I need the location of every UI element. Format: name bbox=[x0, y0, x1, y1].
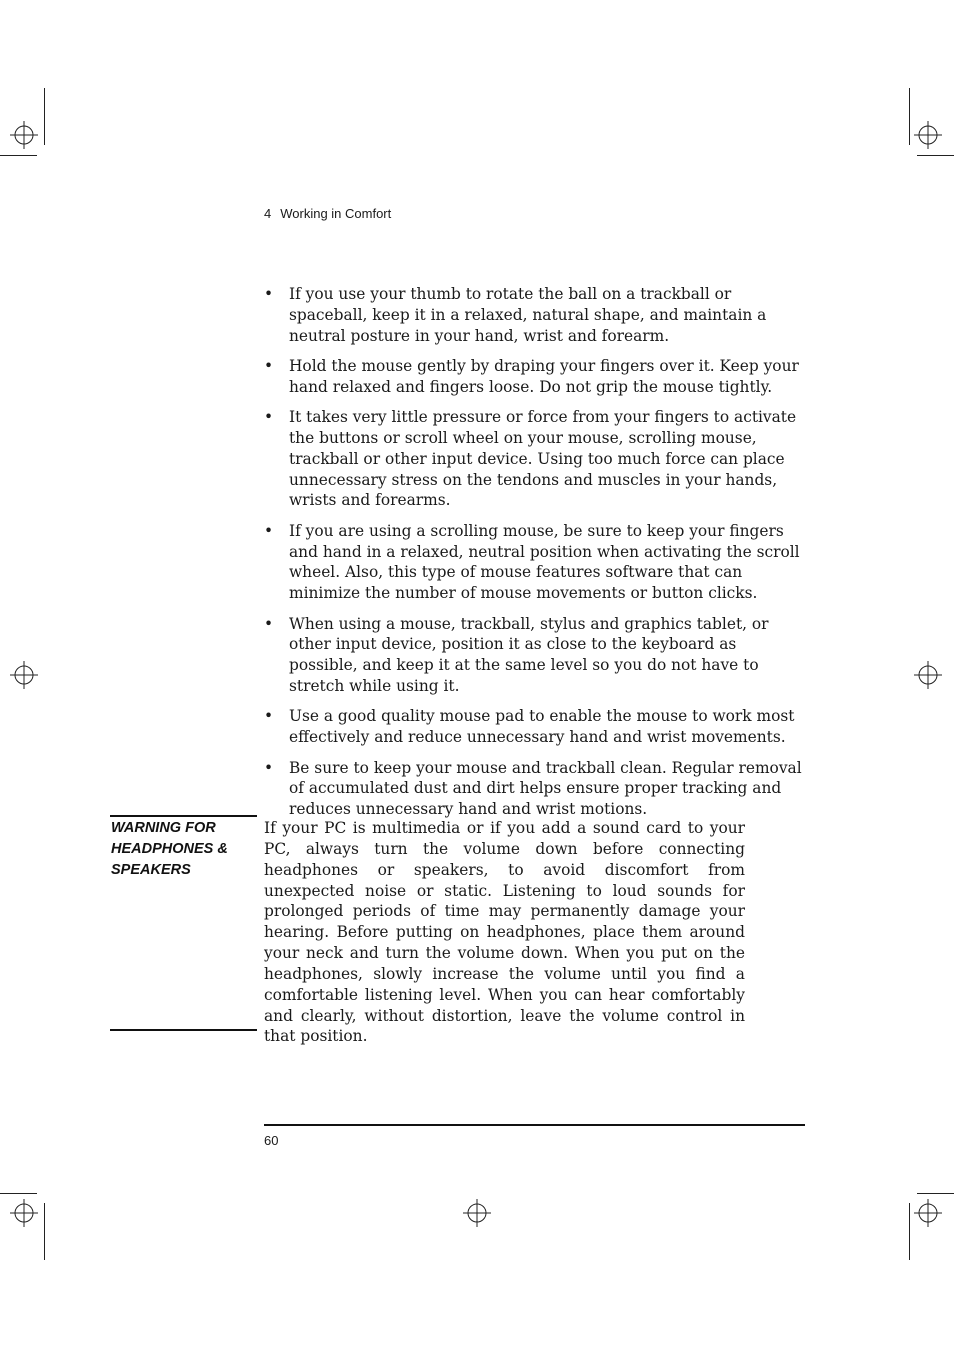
list-item-text: Hold the mouse gently by draping your fingers over it. Keep your hand relaxed and fingers loose. Do not grip the mouse tightly. bbox=[289, 356, 799, 396]
list-item-text: If you are using a scrolling mouse, be sure to keep your fingers and hand in a relaxed, neutral position when activating the scroll wheel. Also, this type of mouse features software that can minimize the number of mouse movements or button clicks. bbox=[289, 521, 800, 603]
crop-mark bbox=[44, 1203, 45, 1260]
footer-rule bbox=[264, 1124, 805, 1126]
warning-label-line: HEADPHONES & bbox=[111, 841, 228, 857]
list-item bbox=[264, 284, 809, 346]
chapter-title: Working in Comfort bbox=[280, 206, 392, 221]
registration-mark-icon bbox=[10, 121, 38, 149]
registration-mark-icon bbox=[914, 661, 942, 689]
chapter-number: 4 bbox=[264, 206, 272, 221]
registration-mark-icon bbox=[914, 121, 942, 149]
crop-mark bbox=[917, 1193, 954, 1194]
warning-rule-bottom bbox=[110, 1029, 257, 1031]
list-item bbox=[264, 706, 809, 748]
list-item-text: Use a good quality mouse pad to enable the mouse to work most effectively and reduce unnecessary hand and wrist movements. bbox=[289, 707, 795, 747]
list-item-text: Be sure to keep your mouse and trackball clean. Regular removal of accumulated dust and dirt helps ensure proper tracking and reduces unnecessary hand and wrist motions. bbox=[289, 758, 802, 819]
bullet-icon: • bbox=[264, 521, 274, 540]
bullet-icon: • bbox=[264, 614, 274, 633]
list-item-text: If you use your thumb to rotate the ball on a trackball or spaceball, keep it in a relaxed, natural shape, and maintain a neutral posture in your hand, wrist and forearm. bbox=[289, 285, 767, 345]
list-item bbox=[264, 614, 809, 697]
bullet-list bbox=[264, 284, 809, 829]
running-header bbox=[264, 206, 391, 221]
bullet-icon: • bbox=[264, 707, 274, 726]
list-item bbox=[264, 521, 809, 604]
registration-mark-icon bbox=[10, 661, 38, 689]
page-number: 60 bbox=[264, 1133, 279, 1148]
bullet-icon: • bbox=[264, 285, 274, 303]
warning-label-line: SPEAKERS bbox=[111, 862, 191, 878]
list-item bbox=[264, 356, 809, 398]
crop-mark bbox=[917, 155, 954, 156]
list-item-text: When using a mouse, trackball, stylus and graphics tablet, or other input device, position it as close to the keyboard as possible, and keep it at the same level so you do not have to stretch while using it. bbox=[289, 614, 769, 695]
registration-mark-icon bbox=[463, 1199, 491, 1227]
registration-mark-icon bbox=[914, 1199, 942, 1227]
crop-mark bbox=[909, 1203, 910, 1260]
crop-mark bbox=[0, 1193, 37, 1194]
crop-mark bbox=[44, 88, 45, 145]
crop-mark bbox=[0, 155, 37, 156]
list-item-text: It takes very little pressure or force from your fingers to activate the buttons or scroll wheel on your mouse, scrolling mouse, trackball or other input device. Using too much force can place unnecessary stress on the tendons and muscles in your hands, wrists and forearms. bbox=[289, 408, 797, 510]
warning-rule-top bbox=[110, 815, 257, 817]
bullet-icon: • bbox=[264, 758, 274, 777]
warning-label-line: WARNING FOR bbox=[111, 820, 216, 836]
list-item bbox=[264, 407, 809, 511]
bullet-icon: • bbox=[264, 408, 274, 427]
crop-mark bbox=[909, 88, 910, 145]
list-item bbox=[264, 758, 809, 820]
registration-mark-icon bbox=[10, 1199, 38, 1227]
warning-body: If your PC is multimedia or if you add a sound card to your PC, always turn the volume down before connecting headphones or speakers, to avoid discomfort from unexpected noise or static. Listening to loud sounds for prolonged periods of time may permanently damage your hearing. Before putting on headphones, place them around your neck and turn the volume down. When you put on the headphones, slowly increase the volume until you find a comfortable listening level. When you can hear comfortably and clearly, without distortion, leave the volume control in that position. bbox=[264, 819, 745, 1046]
bullet-icon: • bbox=[264, 356, 274, 375]
warning-label bbox=[111, 818, 251, 881]
